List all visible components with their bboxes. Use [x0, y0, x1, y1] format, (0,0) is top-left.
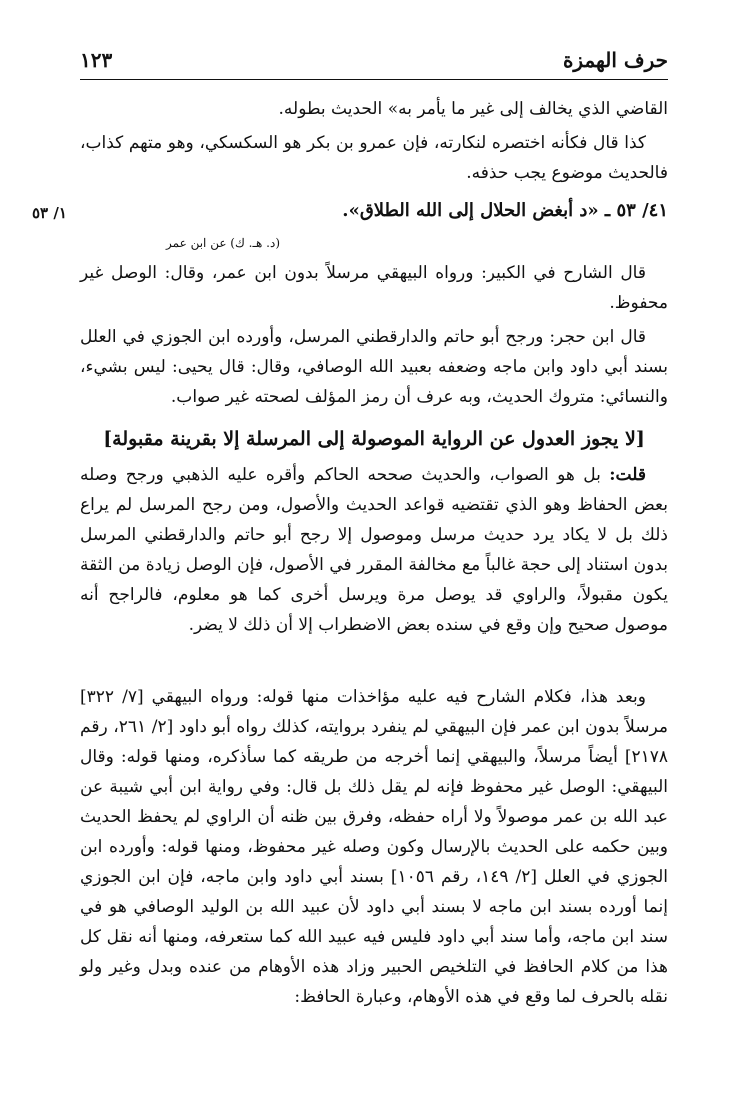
intro-paragraph [80, 128, 668, 188]
hadith-text: أبغض الحلال إلى الله الطلاق». [342, 200, 574, 221]
commentary-paragraph-2 [80, 322, 668, 412]
commentary-paragraph-1-text: قال الشارح في الكبير: ورواه البيهقي مرسلاً بدون ابن عمر، وقال: الوصل غير محفوظ. [80, 263, 668, 313]
page-number: ١٢٣ [80, 48, 113, 72]
response-block [80, 460, 668, 640]
response-paragraph [80, 460, 668, 640]
intro-paragraph-text: كذا قال فكأنه اختصره لنكارته، فإن عمرو بن بكر هو السكسكي، وهو متهم كذاب، فالحديث موضوع يجب حذفه. [80, 133, 668, 183]
page-header [80, 48, 668, 78]
intro-block [80, 94, 668, 188]
running-title: حرف الهمزة [562, 48, 668, 72]
response-text: بل هو الصواب، والحديث صححه الحاكم وأقره عليه الذهبي ورجح وصله بعض الحفاظ وهو الذي تقتضيه قواعد الحديث والأصول، ومن رجح المرسل لم يراع ذلك بل لا يكاد يرد حديث مرسل وموصول إلا رجح أبو حاتم والدارقطني المرسل بدون استناد إلى حجة غالباً مع مخالفة المقرر في الأصول، فإن الوصل زيادة من الثقة يكون مقبولاً، والراوي قد يوصل مرة ويرسل أخرى كما هو معلوم، فالراجح أنه موصول صحيح وإن وقع في سنده بعض الاضطراب إلا أن ذلك لا يضر. [80, 465, 668, 635]
intro-line [80, 94, 668, 124]
intro-line-text: القاضي الذي يخالف إلى غير ما يأمر به» الحديث بطوله. [278, 99, 668, 119]
closing-paragraph [80, 682, 668, 1012]
source-attribution: (د. هـ. ك) عن ابن عمر [166, 236, 280, 250]
header-divider [80, 79, 668, 80]
commentary-paragraph-1 [80, 258, 668, 318]
hadith-marker: «د [579, 200, 599, 221]
hadith-entry [80, 200, 668, 221]
closing-block [80, 682, 668, 1012]
hadith-number: ٤١/ ٥٣ ـ [604, 200, 668, 221]
commentary-paragraph-2-text: قال ابن حجر: ورجح أبو حاتم والدارقطني المرسل، وأورده ابن الجوزي في العلل بسند أبي داود وابن ماجه وضعفه بعبيد الله الوصافي، وقال: قال يحيى: ليس بشيء، والنسائي: متروك الحديث، وبه عرف أن رمز المؤلف لصحته غير صواب. [80, 327, 668, 407]
commentary-block [80, 258, 668, 412]
margin-reference: ١/ ٥٣ [32, 204, 67, 222]
closing-text: وبعد هذا، فكلام الشارح فيه عليه مؤاخذات منها قوله: ورواه البيهقي [٧/ ٣٢٢] مرسلاً بدون ابن عمر فإن البيهقي لم ينفرد بروايته، كذلك رواه أبو داود [٢/ ٢٦١، رقم ٢١٧٨] أيضاً مرسلاً، والبيهقي إنما أخرجه من طريقه كما سأذكره، ومنها قوله: وقال البيهقي: الوصل غير محفوظ فإنه لم يقل ذلك بل قال: وفي رواية ابن أبي شيبة عن عبد الله بن عمر موصولاً ولا أراه حفظه، وفرق بين ظنه أن الراوي لم يحفظ الحديث وبين حكمه على الحديث بالإرسال وكون وصله غير محفوظ، ومنها قوله: وأورده ابن الجوزي في العلل [٢/ ١٤٩، رقم ١٠٥٦] بسند أبي داود وابن ماجه، فإن ابن الجوزي إنما أورده بسند ابن ماجه لا بسند أبي داود لأن عبيد الله بن الوليد الوصافي هو في سند ابن ماجه، وأما سند أبي داود فليس فيه عبيد الله كما ستعرفه، ومنها أنه نقل كل هذا من كلام الحافظ في التلخيص الحبير وزاد هذه الأوهام من عنده وبدل وغير ولو نقله بالحرف لما وقع في هذه الأوهام، وعبارة الحافظ: [80, 687, 669, 1007]
response-lead: قلت: [609, 465, 647, 485]
section-heading: [لا يجوز العدول عن الرواية الموصولة إلى المرسلة إلا بقرينة مقبولة] [103, 428, 645, 450]
